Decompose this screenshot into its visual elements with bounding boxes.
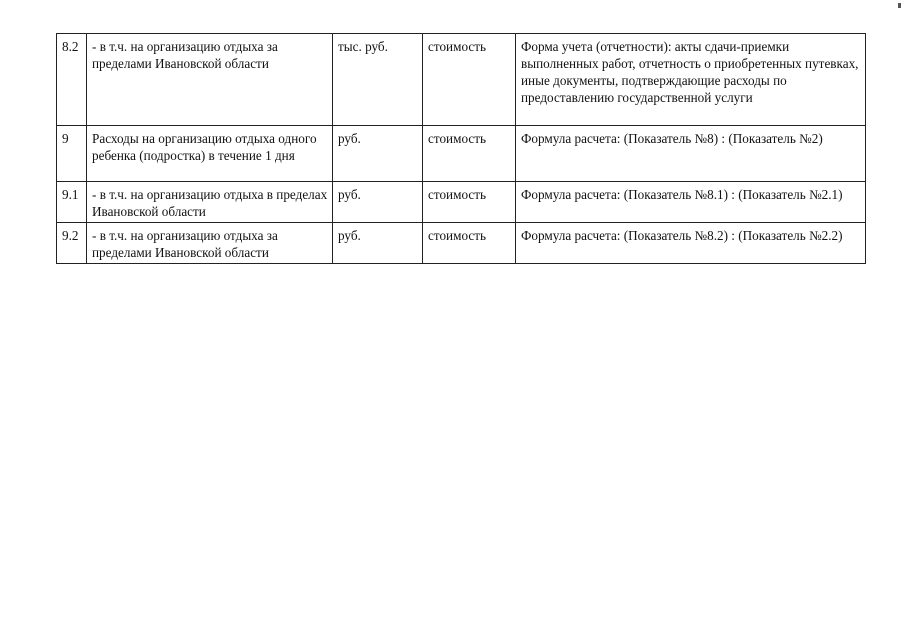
scan-mark [898,3,901,8]
cell-indicator-name: - в т.ч. на организацию отдыха за пределами Ивановской области [87,223,333,264]
table-row [57,182,866,223]
cell-method: Формула расчета: (Показатель №8) : (Показатель №2) [516,126,866,182]
table-row [57,34,866,126]
cell-number: 9 [57,126,87,182]
cell-type: стоимость [423,126,516,182]
table-row [57,223,866,264]
cell-number: 9.2 [57,223,87,264]
cell-type: стоимость [423,34,516,126]
cell-unit: руб. [333,126,423,182]
cell-unit: тыс. руб. [333,34,423,126]
table-row [57,126,866,182]
indicators-table [56,33,866,264]
cell-indicator-name: - в т.ч. на организацию отдыха за пределами Ивановской области [87,34,333,126]
cell-indicator-name: Расходы на организацию отдыха одного ребенка (подростка) в течение 1 дня [87,126,333,182]
cell-number: 8.2 [57,34,87,126]
cell-method: Форма учета (отчетности): акты сдачи-приемки выполненных работ, отчетность о приобретенных путевках, иные документы, подтверждающие расходы по предоставлению государственной услуги [516,34,866,126]
cell-type: стоимость [423,223,516,264]
cell-unit: руб. [333,182,423,223]
cell-method: Формула расчета: (Показатель №8.1) : (Показатель №2.1) [516,182,866,223]
cell-method: Формула расчета: (Показатель №8.2) : (Показатель №2.2) [516,223,866,264]
cell-indicator-name: - в т.ч. на организацию отдыха в пределах Ивановской области [87,182,333,223]
cell-unit: руб. [333,223,423,264]
cell-type: стоимость [423,182,516,223]
cell-number: 9.1 [57,182,87,223]
